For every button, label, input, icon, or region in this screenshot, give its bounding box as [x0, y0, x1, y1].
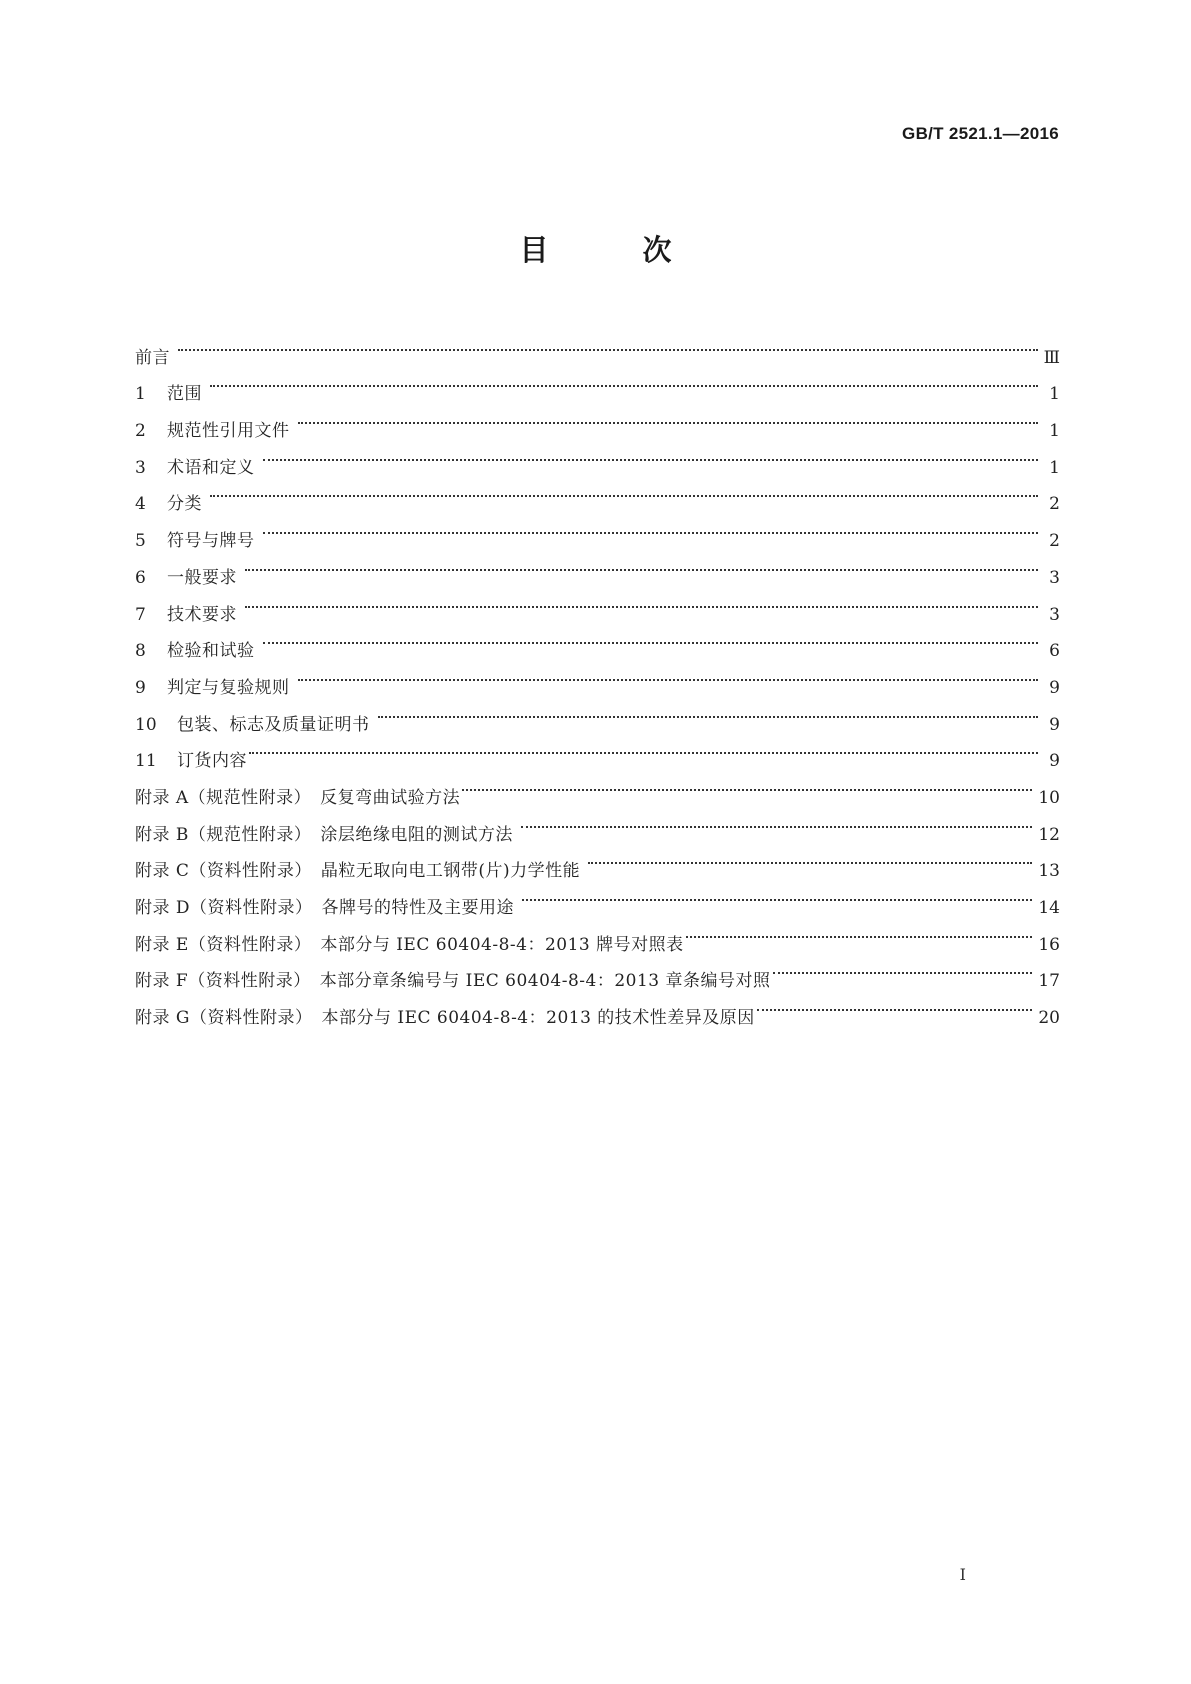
- toc-entry-page: 1: [1049, 384, 1060, 405]
- dot-leader: [210, 363, 1038, 400]
- toc-entry-page: 20: [1038, 1008, 1060, 1029]
- toc-entry-label: 技术要求: [167, 604, 237, 625]
- toc-entry-label: 附录 F（资料性附录） 本部分章条编号与 IEC 60404-8-4：2013 章条编号对照: [135, 971, 771, 992]
- toc-entry-label: 附录 C（资料性附录） 晶粒无取向电工钢带(片)力学性能: [135, 861, 581, 882]
- dot-leader: [522, 876, 1032, 913]
- toc-entry-label: 附录 B（规范性附录） 涂层绝缘电阻的测试方法: [135, 824, 513, 845]
- toc-entry-number: 9: [135, 677, 146, 698]
- toc-title: 目 次: [519, 233, 714, 267]
- toc-entry-7[interactable]: [135, 583, 1060, 625]
- table-of-contents: [135, 326, 1060, 1029]
- toc-entry-number: 2: [135, 421, 146, 442]
- toc-entry-label: 范围: [167, 384, 202, 405]
- dot-leader: [588, 840, 1032, 877]
- toc-entry-foreword[interactable]: [135, 326, 1060, 368]
- toc-entry-label: 规范性引用文件: [167, 421, 290, 442]
- toc-entry-label: 术语和定义: [167, 457, 255, 478]
- toc-entry-number: 8: [135, 641, 146, 662]
- dot-leader: [249, 730, 1038, 767]
- dot-leader: [462, 766, 1032, 803]
- toc-entry-number: 5: [135, 531, 146, 552]
- toc-entry-label: 订货内容: [177, 751, 247, 772]
- toc-entry-page: 9: [1049, 677, 1060, 698]
- toc-entry-page: 2: [1049, 494, 1060, 515]
- toc-entry-page: 1: [1049, 457, 1060, 478]
- dot-leader: [378, 693, 1039, 730]
- toc-entry-6[interactable]: [135, 546, 1060, 588]
- dot-leader: [298, 656, 1039, 693]
- toc-entry-page: 6: [1049, 641, 1060, 662]
- toc-entry-1[interactable]: [135, 363, 1060, 405]
- toc-entry-label: 附录 E（资料性附录） 本部分与 IEC 60404-8-4：2013 牌号对照表: [135, 934, 684, 955]
- toc-entry-8[interactable]: [135, 620, 1060, 662]
- toc-entry-9[interactable]: [135, 656, 1060, 698]
- toc-entry-number: 1: [135, 384, 146, 405]
- toc-entry-label: 附录 D（资料性附录） 各牌号的特性及主要用途: [135, 898, 515, 918]
- toc-entry-page: 10: [1038, 787, 1060, 808]
- toc-entry-label: 附录 G（资料性附录） 本部分与 IEC 60404-8-4：2013 的技术性差异及原因: [135, 1008, 755, 1029]
- toc-entry-page: 17: [1038, 971, 1060, 992]
- toc-entry-page: 9: [1049, 714, 1060, 735]
- toc-entry-page: 14: [1038, 898, 1060, 918]
- toc-entry-appendix-a[interactable]: [135, 766, 1060, 808]
- toc-entry-label: 一般要求: [167, 567, 237, 588]
- dot-leader: [757, 986, 1033, 1023]
- toc-entry-2[interactable]: [135, 399, 1060, 442]
- toc-entry-4[interactable]: [135, 473, 1060, 515]
- toc-entry-label: 附录 A（规范性附录） 反复弯曲试验方法: [135, 787, 461, 808]
- toc-entry-label: 前言: [135, 347, 170, 368]
- toc-entry-5[interactable]: [135, 509, 1060, 552]
- toc-entry-3[interactable]: [135, 436, 1060, 478]
- dot-leader: [263, 436, 1039, 473]
- toc-entry-page: 1: [1049, 421, 1060, 442]
- dot-leader: [521, 803, 1032, 840]
- dot-leader: [178, 326, 1038, 363]
- dot-leader: [210, 473, 1038, 510]
- toc-entry-page: 2: [1049, 531, 1060, 552]
- toc-entry-page: 12: [1038, 824, 1060, 845]
- standard-code: GB/T 2521.1—2016: [902, 124, 1059, 143]
- toc-entry-page: 9: [1049, 751, 1060, 772]
- toc-entry-page: 3: [1049, 604, 1060, 625]
- toc-entry-label: 判定与复验规则: [167, 677, 290, 698]
- toc-entry-page: 3: [1049, 567, 1060, 588]
- dot-leader: [773, 950, 1033, 987]
- dot-leader: [298, 399, 1039, 436]
- toc-entry-number: 7: [135, 604, 146, 625]
- toc-entry-label: 检验和试验: [167, 641, 255, 662]
- toc-entry-number: 11: [135, 751, 157, 772]
- dot-leader: [263, 509, 1039, 546]
- toc-entry-page: 13: [1038, 861, 1060, 882]
- toc-entry-page: Ⅲ: [1043, 347, 1060, 368]
- toc-entry-number: 4: [135, 494, 146, 515]
- toc-entry-page: 16: [1038, 934, 1060, 955]
- toc-entry-label: 包装、标志及质量证明书: [177, 714, 370, 735]
- dot-leader: [686, 913, 1033, 950]
- toc-entry-number: 3: [135, 457, 146, 478]
- dot-leader: [245, 583, 1038, 620]
- toc-entry-number: 10: [135, 714, 157, 735]
- dot-leader: [245, 546, 1038, 583]
- toc-entry-11[interactable]: [135, 730, 1060, 772]
- toc-entry-label: 符号与牌号: [167, 531, 255, 552]
- toc-entry-label: 分类: [167, 494, 202, 515]
- toc-entry-number: 6: [135, 567, 146, 588]
- dot-leader: [263, 620, 1039, 657]
- page-number: I: [959, 1565, 966, 1584]
